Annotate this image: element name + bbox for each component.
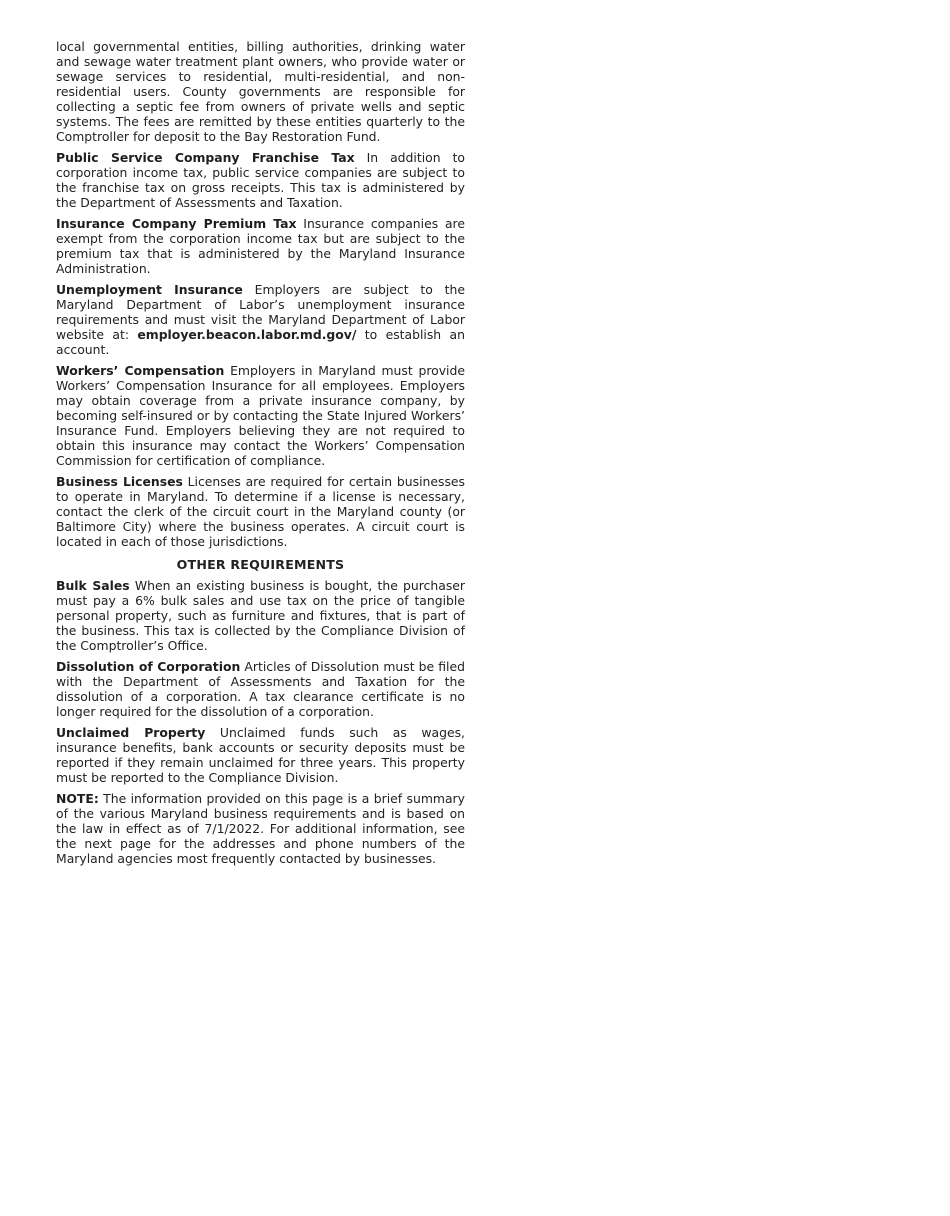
bulk-sales-title: Bulk Sales <box>56 578 130 593</box>
note-label: NOTE: <box>56 791 99 806</box>
unemployment-insurance-paragraph <box>56 282 465 357</box>
dissolution-of-corporation-paragraph <box>56 659 465 719</box>
unemployment-insurance-body: Employers are subject to the Maryland Department of Labor’s unemployment insurance requirements and must visit the Maryland Department of Labor website at: <box>56 282 465 342</box>
public-service-franchise-tax-body: In addition to corporation income tax, public service companies are subject to the franchise tax on gross receipts. This tax is administered by the Department of Assessments and Taxation. <box>56 150 466 210</box>
unclaimed-property-title: Unclaimed Property <box>56 725 206 740</box>
other-requirements-heading: OTHER REQUIREMENTS <box>176 557 345 572</box>
bulk-sales-body: When an existing business is bought, the purchaser must pay a 6% bulk sales and use tax on the price of tangible personal property, such as furniture and fixtures, that is part of the business. This tax is collected by the Compliance Division of the Comptroller’s Office. <box>56 578 465 653</box>
workers-compensation-paragraph <box>56 363 465 468</box>
unclaimed-property-body: Unclaimed funds such as wages, insurance benefits, bank accounts or security deposits must be reported if they remain unclaimed for three years. This property must be reported to the Compliance Division. <box>56 725 465 785</box>
note-paragraph <box>56 791 465 866</box>
intro-paragraph <box>56 39 465 144</box>
public-service-franchise-tax-paragraph <box>56 150 465 210</box>
unemployment-insurance-title: Unemployment Insurance <box>56 282 243 297</box>
unemployment-insurance-body-end: to establish an account. <box>56 327 465 357</box>
workers-compensation-title: Workers’ Compensation <box>56 363 225 378</box>
unclaimed-property-paragraph <box>56 725 465 785</box>
intro-text: local governmental entities, billing authorities, drinking water and sewage water treatment plant owners, who provide water or sewage services to residential, multi-residential, and non-residential users. County governments are responsible for collecting a septic fee from owners of private wells and septic systems. The fees are remitted by these entities quarterly to the Comptroller for deposit to the Bay Restoration Fund. <box>56 39 465 144</box>
business-licenses-body: Licenses are required for certain businesses to operate in Maryland. To determine if a license is necessary, contact the clerk of the circuit court in the Maryland county (or Baltimore City) where the business operates. A circuit court is located in each of those jurisdictions. <box>56 474 465 549</box>
insurance-premium-tax-body: Insurance companies are exempt from the corporation income tax but are subject to the premium tax that is administered by the Maryland Insurance Administration. <box>56 216 465 276</box>
dissolution-of-corporation-body: Articles of Dissolution must be filed with the Department of Assessments and Taxation for the dissolution of a corporation. A tax clearance certificate is no longer required for the dissolution of a corporation. <box>56 659 465 719</box>
note-body: The information provided on this page is a brief summary of the various Maryland business requirements and is based on the law in effect as of 7/1/2022. For additional information, see the next page for the addresses and phone numbers of the Maryland agencies most frequently contacted by businesses. <box>56 791 465 866</box>
bulk-sales-paragraph <box>56 578 465 653</box>
business-licenses-paragraph <box>56 474 465 549</box>
labor-website-link[interactable]: employer.beacon.labor.md.gov/ <box>137 327 357 342</box>
insurance-premium-tax-paragraph <box>56 216 465 276</box>
workers-compensation-body: Employers in Maryland must provide Workers’ Compensation Insurance for all employees. Employers may obtain coverage from a private insurance company, by becoming self-insured or by contacting the State Injured Workers’ Insurance Fund. Employers believing they are not required to obtain this insurance may contact the Workers’ Compensation Commission for certification of compliance. <box>56 363 465 468</box>
public-service-franchise-tax-title: Public Service Company Franchise Tax <box>56 150 355 165</box>
dissolution-of-corporation-title: Dissolution of Corporation <box>56 659 241 674</box>
business-licenses-title: Business Licenses <box>56 474 183 489</box>
insurance-premium-tax-title: Insurance Company Premium Tax <box>56 216 297 231</box>
document-column <box>56 39 465 872</box>
